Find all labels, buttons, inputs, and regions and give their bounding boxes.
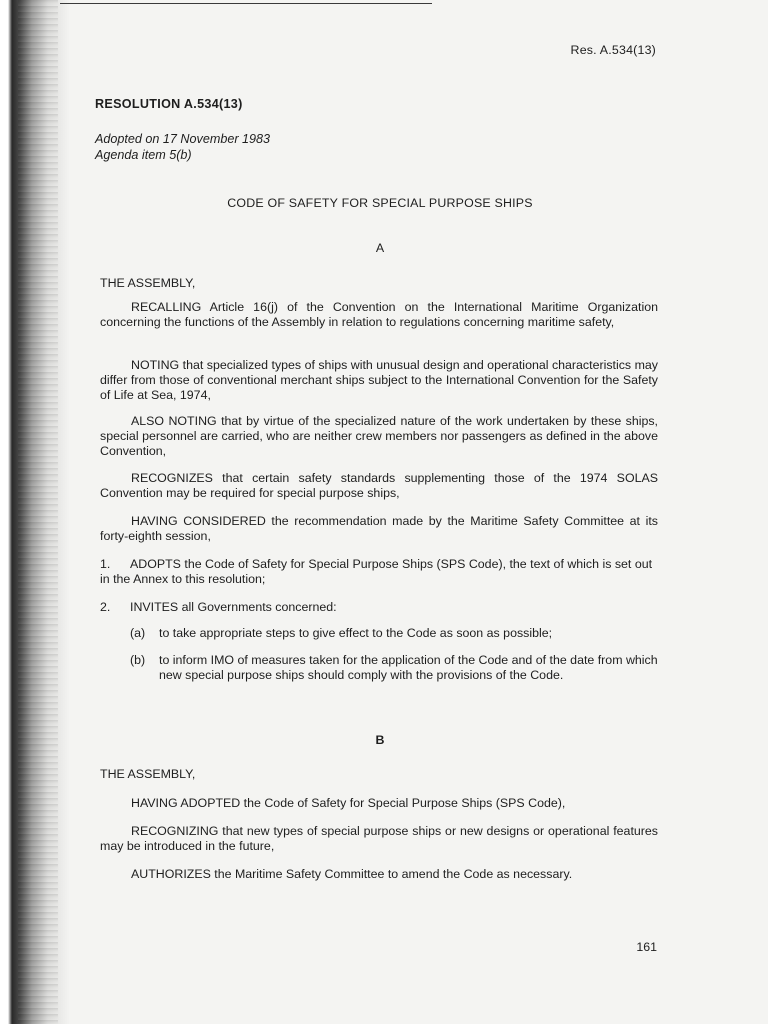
having-considered-paragraph: HAVING CONSIDERED the recommendation made by the Maritime Safety Committee at its forty-eighth session, xyxy=(100,514,658,543)
item-1-number: 1. xyxy=(100,557,111,571)
section-b-assembly: THE ASSEMBLY, xyxy=(100,767,196,781)
adoption-info xyxy=(95,131,270,163)
sub-item-a xyxy=(130,626,658,641)
sub-item-a-label: (a) xyxy=(130,626,146,640)
section-a-assembly: THE ASSEMBLY, xyxy=(100,276,196,290)
having-adopted-paragraph: HAVING ADOPTED the Code of Safety for Special Purpose Ships (SPS Code), xyxy=(131,796,566,810)
numbered-item-1 xyxy=(100,557,658,587)
sub-item-b-label: (b) xyxy=(130,653,146,667)
section-b-heading: B xyxy=(375,733,385,747)
agenda-item: Agenda item 5(b) xyxy=(95,148,192,162)
sub-item-b xyxy=(130,653,658,683)
authorizes-paragraph: AUTHORIZES the Maritime Safety Committee to amend the Code as necessary. xyxy=(131,867,573,881)
noting-paragraph: NOTING that specialized types of ships with unusual design and operational characteristics may differ from those of conventional merchant ships subject to the International Convention for the Safety of Life at Sea, 1974, xyxy=(100,358,658,402)
recognizes-paragraph: RECOGNIZES that certain safety standards supplementing those of the 1974 SOLAS Convention may be required for special purpose ships, xyxy=(100,471,658,500)
recognizing-paragraph: RECOGNIZING that new types of special purpose ships or new designs or operational features may be introduced in the future, xyxy=(100,824,658,853)
item-2-number: 2. xyxy=(100,600,111,614)
recalling-paragraph: RECALLING Article 16(j) of the Convention on the International Maritime Organization concerning the functions of the Assembly in relation to regulations concerning maritime safety, xyxy=(100,300,658,329)
sub-item-a-text: to take appropriate steps to give effect to the Code as soon as possible; xyxy=(159,626,553,640)
also-noting-paragraph: ALSO NOTING that by virtue of the specialized nature of the work undertaken by these ships, special personnel are carried, who are neither crew members nor passengers as defined in the above Convention, xyxy=(100,414,658,458)
page-number: 161 xyxy=(636,940,657,954)
numbered-item-2 xyxy=(100,600,658,615)
adopted-date: Adopted on 17 November 1983 xyxy=(95,132,271,146)
sub-item-b-text: to inform IMO of measures taken for the application of the Code and of the date from which new special purpose ships should comply with the provisions of the Code. xyxy=(159,653,658,682)
running-head: Res. A.534(13) xyxy=(570,43,656,57)
item-2-text: INVITES all Governments concerned: xyxy=(130,600,337,614)
top-rule xyxy=(60,3,432,4)
resolution-title: RESOLUTION A.534(13) xyxy=(95,97,243,111)
section-a-heading: A xyxy=(375,241,385,255)
code-title: CODE OF SAFETY FOR SPECIAL PURPOSE SHIPS xyxy=(227,196,533,210)
item-1-text: ADOPTS the Code of Safety for Special Purpose Ships (SPS Code), the text of which is set out in the Annex to this resolution; xyxy=(100,557,653,586)
binding-texture xyxy=(18,0,58,1024)
